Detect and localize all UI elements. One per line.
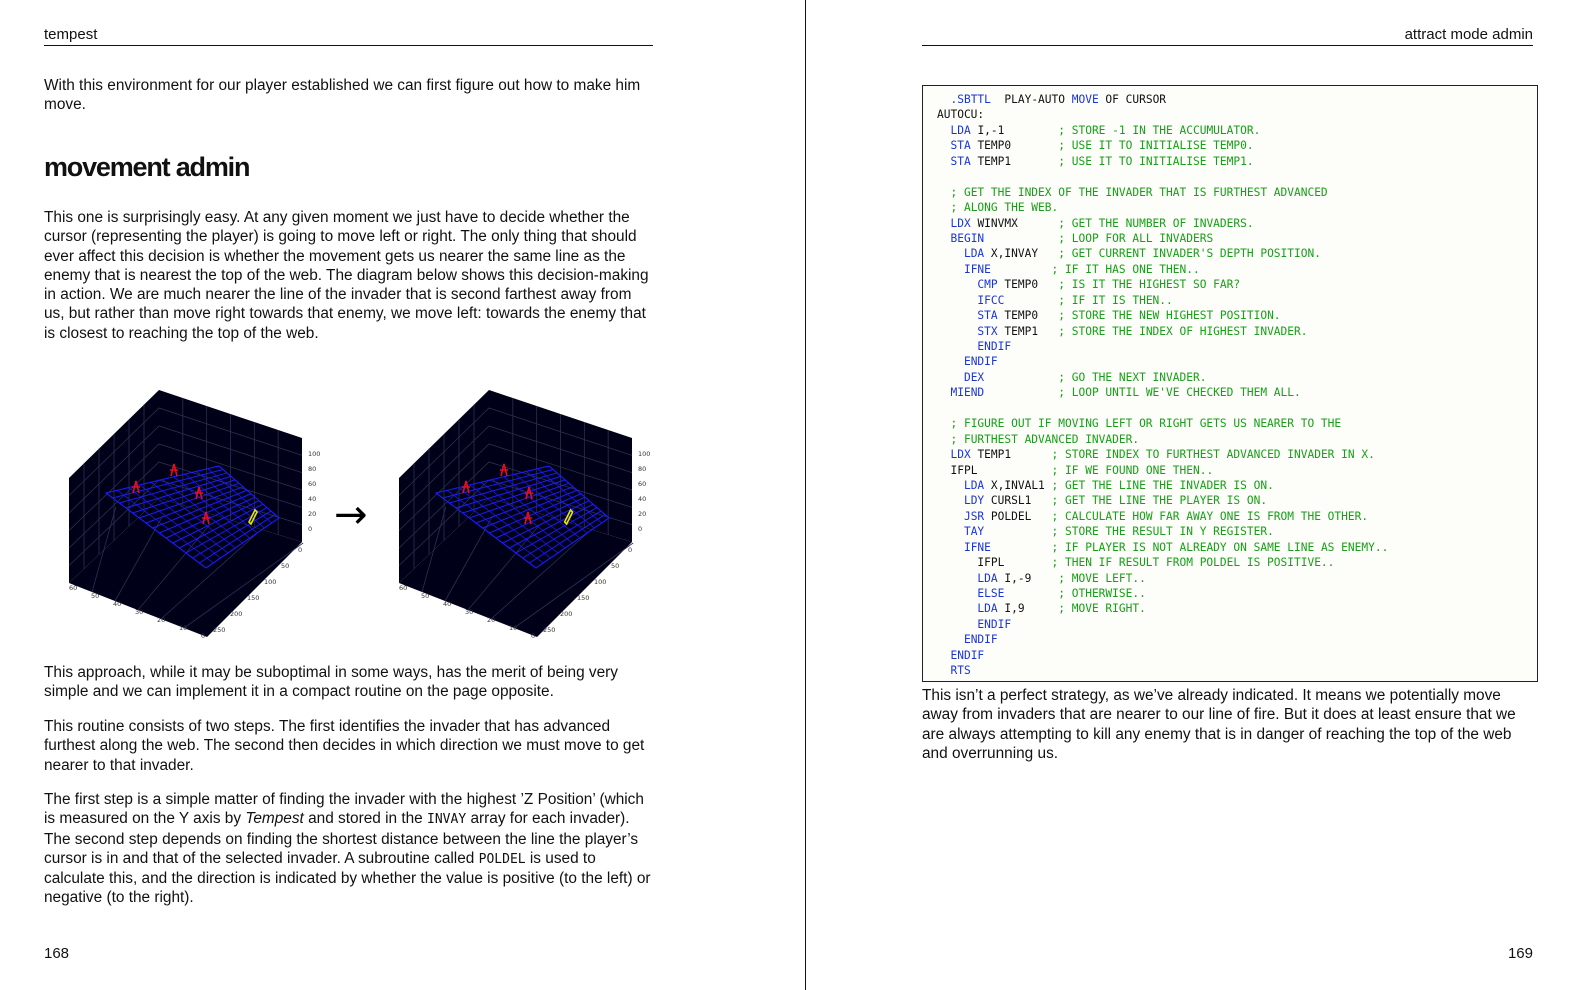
z-tick-label: 60 (308, 480, 317, 488)
code-line (937, 524, 1537, 539)
code-operand: WINVMX (970, 216, 1059, 230)
x-tick-label: 200 (230, 610, 243, 618)
code-keyword: DEX (963, 370, 985, 384)
x-tick-label: 100 (264, 578, 277, 586)
x-tick-label: 0 (298, 546, 303, 554)
closing-paragraph: This isn’t a perfect strategy, as we’ve already indicated. It means we potentially move away from invaders that are nearer to our line of fire. But it does at least ensure that we are always attempting to kill any enemy that is in danger of reaching the top of the web and overrunning us. (922, 687, 1516, 762)
code-operand (937, 263, 964, 276)
y-tick-label: 50 (421, 592, 430, 600)
code-keyword: IFNE (963, 262, 991, 276)
code-keyword: TAY (963, 525, 985, 539)
code-line (937, 107, 1537, 122)
code-comment: ; IF IT HAS ONE THEN.. (1051, 262, 1200, 276)
transition-arrow: → (334, 492, 368, 538)
code-keyword: LDA (977, 602, 998, 616)
code-comment: ; STORE THE NEW HIGHEST POSITION. (1058, 309, 1281, 323)
code-operand (937, 618, 977, 631)
x-tick-label: 200 (560, 610, 573, 618)
code-line (937, 663, 1537, 678)
y-tick-label: 0 (531, 632, 536, 640)
paragraph-4 (44, 790, 653, 908)
code-keyword: LDX (950, 448, 971, 462)
code-operand: OF CURSOR (1098, 93, 1167, 106)
x-tick-label: 100 (594, 578, 607, 586)
code-operand (1004, 587, 1058, 600)
code-operand (937, 186, 950, 199)
code-line (937, 509, 1537, 524)
p4-code-poldel: POLDEL (478, 851, 526, 867)
y-tick-label: 10 (179, 624, 188, 632)
code-operand (937, 448, 950, 461)
z-tick-label: 0 (638, 525, 643, 533)
x-tick-label: 50 (611, 562, 620, 570)
code-operand (937, 572, 977, 585)
left-page (44, 0, 653, 990)
code-operand (984, 232, 1058, 245)
code-operand: X,INVAL1 (984, 478, 1052, 492)
z-tick-label: 0 (308, 525, 313, 533)
code-line (937, 586, 1537, 601)
code-line (937, 92, 1537, 107)
code-line (937, 555, 1537, 570)
code-line (937, 169, 1537, 184)
code-operand (937, 309, 977, 322)
code-line (937, 416, 1537, 431)
z-tick-label: 40 (308, 495, 317, 503)
code-comment: ; USE IT TO INITIALISE TEMP0. (1058, 139, 1254, 153)
y-tick-label: 10 (509, 624, 518, 632)
web-diagram-figure (64, 390, 654, 658)
code-line (937, 463, 1537, 478)
code-operand (991, 263, 1052, 276)
code-operand (937, 433, 950, 446)
code-line (937, 200, 1537, 215)
code-comment: ; STORE -1 IN THE ACCUMULATOR. (1058, 123, 1261, 137)
code-keyword: .SBTTL (950, 93, 991, 106)
code-operand (937, 417, 950, 430)
code-operand: I,-9 (997, 571, 1059, 585)
code-keyword: STA (977, 309, 998, 323)
code-comment: ; LOOP FOR ALL INVADERS (1058, 231, 1214, 245)
code-line (937, 185, 1537, 200)
code-line (937, 601, 1537, 616)
code-operand (937, 294, 977, 307)
code-operand (937, 494, 964, 507)
code-comment: ; STORE THE RESULT IN Y REGISTER. (1051, 525, 1274, 539)
code-comment: ; USE IT TO INITIALISE TEMP1. (1058, 154, 1254, 168)
code-keyword: IFCC (977, 293, 1005, 307)
p4-text-4: is used to calculate this, and the direction is indicated by whether the value is positive (to the left) or negative (to the right). (44, 849, 651, 907)
code-line (937, 138, 1537, 153)
code-operand: CURSL1 (984, 494, 1052, 508)
code-comment: ; STORE THE INDEX OF HIGHEST INVADER. (1058, 324, 1308, 338)
code-comment: ; ALONG THE WEB. (950, 201, 1059, 215)
code-operand: TEMP0 (997, 278, 1059, 292)
code-operand: TEMP1 (970, 448, 1052, 462)
code-comment: ; GO THE NEXT INVADER. (1058, 370, 1207, 384)
code-operand: PLAY-AUTO (990, 93, 1072, 106)
code-comment: ; MOVE RIGHT. (1058, 602, 1146, 616)
code-line (937, 478, 1537, 493)
y-tick-label: 30 (465, 608, 474, 616)
code-operand (937, 340, 977, 353)
code-line (937, 571, 1537, 586)
code-operand: IFPL (977, 556, 1052, 570)
code-keyword: LDY (963, 494, 985, 508)
code-keyword: MIEND (950, 386, 985, 400)
code-line (937, 324, 1537, 339)
page-number-left: 168 (44, 945, 70, 962)
code-operand (937, 124, 950, 137)
p4-code-invay: INVAY (427, 812, 467, 828)
code-keyword: ENDIF (977, 617, 1012, 631)
code-comment: ; CALCULATE HOW FAR AWAY ONE IS FROM THE OTHER. (1051, 509, 1369, 523)
code-operand (937, 325, 977, 338)
code-line (937, 154, 1537, 169)
code-keyword: MOVE (1071, 93, 1099, 106)
code-line (937, 370, 1537, 385)
code-keyword: BEGIN (950, 231, 985, 245)
code-operand (937, 649, 950, 662)
code-comment: ; LOOP UNTIL WE'VE CHECKED THEM ALL. (1058, 386, 1301, 400)
code-keyword: STX (977, 324, 998, 338)
code-comment: ; GET THE LINE THE PLAYER IS ON. (1051, 494, 1268, 508)
code-comment: ; FIGURE OUT IF MOVING LEFT OR RIGHT GETS US NEARER TO THE (950, 417, 1342, 431)
p4-text-3: array for each invader). The second step depends on finding the shortest distance between the line the player’s cursor is in and that of the selected invader. A subroutine called (44, 810, 639, 867)
code-operand (984, 525, 1051, 538)
code-operand (937, 464, 950, 477)
z-tick-label: 20 (638, 510, 647, 518)
code-operand (937, 386, 950, 399)
p4-text-2: and stored in the (303, 810, 428, 828)
code-operand (1004, 294, 1058, 307)
code-operand: IFPL (950, 463, 1052, 477)
code-operand (937, 587, 977, 600)
code-line (937, 231, 1537, 246)
code-line (937, 354, 1537, 369)
intro-paragraph: With this environment for our player established we can first figure out how to make him move. (44, 77, 641, 114)
code-keyword: ENDIF (963, 355, 998, 369)
code-operand: I,9 (997, 602, 1059, 616)
code-operand: TEMP0 (970, 139, 1059, 153)
y-tick-label: 20 (487, 616, 496, 624)
code-operand: TEMP0 (997, 309, 1059, 323)
y-tick-label: 40 (113, 600, 122, 608)
code-operand: TEMP1 (970, 154, 1059, 168)
code-operand (937, 664, 950, 677)
code-comment: ; IF IT IS THEN.. (1058, 293, 1173, 307)
code-comment: ; IF WE FOUND ONE THEN.. (1051, 463, 1214, 477)
plot-panel (399, 390, 650, 640)
code-operand (937, 556, 977, 569)
code-operand (937, 510, 964, 523)
code-comment: ; GET CURRENT INVADER'S DEPTH POSITION. (1058, 247, 1321, 261)
code-operand (937, 602, 977, 615)
web-diagram (64, 390, 654, 658)
code-comment: ; GET THE LINE THE INVADER IS ON. (1051, 478, 1274, 492)
code-operand: AUTOCU: (937, 108, 985, 122)
code-keyword: JSR (963, 509, 985, 523)
z-tick-label: 40 (638, 495, 647, 503)
code-line (937, 432, 1537, 447)
code-line (937, 123, 1537, 138)
section-heading: movement admin (44, 152, 250, 182)
paragraph-1: This one is surprisingly easy. At any given moment we just have to decide whether the cursor (representing the player) is going to move left or right. The only thing that should ever affect this decision is whether the movement gets us nearer the same line as the enemy that is nearest the top of the web. The diagram below shows this decision-making in action. We are much nearer the line of the invader that is second farthest away from us, but rather than move right towards that enemy, we move left: towards the enemy that is closest to reaching the top of the web. (44, 209, 649, 342)
code-line (937, 401, 1537, 416)
code-operand: POLDEL (984, 509, 1052, 523)
z-tick-label: 80 (638, 465, 647, 473)
p4-text-1: The first step is a simple matter of finding the invader with the highest ’Z Position’ (which is measured on the Y axis by (44, 791, 644, 828)
code-comment: ; IS IT THE HIGHEST SO FAR? (1058, 278, 1241, 292)
code-comment: ; GET THE INDEX OF THE INVADER THAT IS FURTHEST ADVANCED (950, 185, 1328, 199)
x-tick-label: 150 (577, 594, 590, 602)
paragraph-2: This approach, while it may be suboptimal in some ways, has the merit of being very simple and we can implement it in a compact routine on the page opposite. (44, 664, 618, 701)
page-number-right: 169 (1507, 945, 1533, 962)
code-line (937, 632, 1537, 647)
code-keyword: LDA (963, 478, 985, 492)
code-keyword: ENDIF (963, 633, 998, 647)
y-tick-label: 30 (135, 608, 144, 616)
code-line (937, 493, 1537, 508)
z-tick-label: 100 (638, 450, 651, 458)
p4-emphasis: Tempest (245, 810, 304, 828)
code-keyword: IFNE (963, 540, 991, 554)
code-keyword: LDA (963, 247, 985, 261)
code-line (937, 540, 1537, 555)
code-keyword: STA (950, 139, 971, 153)
code-operand (937, 217, 950, 230)
code-operand (937, 278, 977, 291)
plot-panel (69, 390, 320, 640)
code-operand: I,-1 (970, 123, 1059, 137)
code-operand (991, 541, 1052, 554)
code-operand (937, 541, 964, 554)
y-tick-label: 40 (443, 600, 452, 608)
z-tick-label: 60 (638, 480, 647, 488)
z-tick-label: 20 (308, 510, 317, 518)
code-listing (922, 85, 1538, 682)
y-tick-label: 20 (157, 616, 166, 624)
code-line (937, 385, 1537, 400)
z-tick-label: 80 (308, 465, 317, 473)
code-keyword: ELSE (977, 587, 1005, 600)
code-line (937, 617, 1537, 632)
y-tick-label: 60 (399, 584, 408, 592)
code-line (937, 262, 1537, 277)
code-keyword: ENDIF (950, 648, 985, 662)
code-operand (937, 93, 950, 106)
code-keyword: RTS (950, 664, 971, 678)
y-tick-label: 0 (201, 632, 206, 640)
z-tick-label: 100 (308, 450, 321, 458)
code-comment: ; STORE INDEX TO FURTHEST ADVANCED INVADER IN X. (1051, 448, 1375, 462)
code-line (937, 447, 1537, 462)
code-keyword: CMP (977, 278, 998, 292)
x-tick-label: 250 (213, 626, 226, 634)
code-line (937, 277, 1537, 292)
running-head-right: attract mode admin (922, 26, 1533, 46)
code-keyword: LDX (950, 216, 971, 230)
code-operand (937, 355, 964, 368)
code-operand (984, 371, 1058, 384)
code-line (937, 339, 1537, 354)
page-gutter (805, 0, 806, 990)
x-tick-label: 250 (543, 626, 556, 634)
code-keyword: STA (950, 154, 971, 168)
code-line (937, 246, 1537, 261)
code-operand: X,INVAY (984, 247, 1059, 261)
code-operand (937, 633, 964, 646)
x-tick-label: 150 (247, 594, 260, 602)
code-comment: ; MOVE LEFT.. (1058, 571, 1146, 585)
code-comment: ; OTHERWISE.. (1058, 587, 1146, 600)
code-keyword: LDA (950, 123, 971, 137)
code-keyword: ENDIF (977, 340, 1012, 353)
y-tick-label: 60 (69, 584, 78, 592)
code-operand (937, 232, 950, 245)
code-line (937, 308, 1537, 323)
code-comment: ; GET THE NUMBER OF INVADERS. (1058, 216, 1254, 230)
code-operand: TEMP1 (997, 324, 1059, 338)
code-operand (937, 155, 950, 168)
code-line (937, 648, 1537, 663)
paragraph-3: This routine consists of two steps. The first identifies the invader that has advanced furthest along the web. The second then decides in which direction we must move to get nearer to that invader. (44, 718, 645, 774)
code-line (937, 293, 1537, 308)
running-head-left: tempest (44, 26, 653, 46)
code-operand (984, 386, 1058, 399)
right-page (922, 0, 1533, 990)
y-tick-label: 50 (91, 592, 100, 600)
x-tick-label: 50 (281, 562, 290, 570)
code-comment: ; IF PLAYER IS NOT ALREADY ON SAME LINE AS ENEMY.. (1051, 540, 1389, 554)
x-tick-label: 0 (628, 546, 633, 554)
code-operand (937, 139, 950, 152)
code-operand (937, 201, 950, 214)
code-line (937, 216, 1537, 231)
code-comment: ; FURTHEST ADVANCED INVADER. (950, 432, 1140, 446)
code-operand (937, 525, 964, 538)
code-operand (937, 371, 964, 384)
code-keyword: LDA (977, 571, 998, 585)
code-comment: ; THEN IF RESULT FROM POLDEL IS POSITIVE.. (1051, 556, 1335, 570)
code-operand (937, 479, 964, 492)
code-operand (937, 247, 964, 260)
